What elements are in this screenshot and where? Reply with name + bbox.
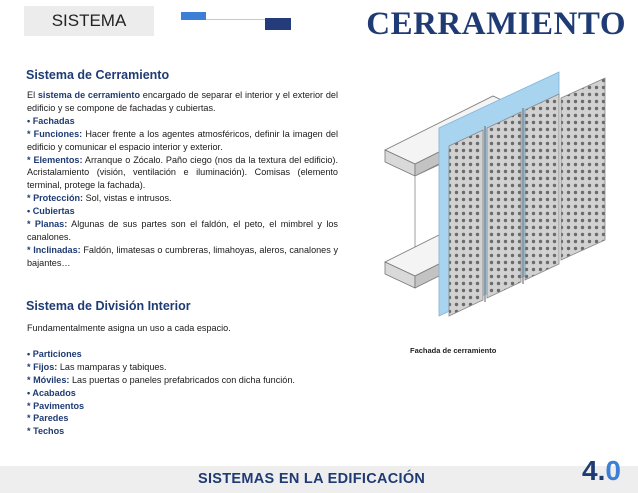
- perforated-panel-4: [561, 78, 605, 260]
- inclinadas-label: * Inclinadas:: [27, 244, 81, 255]
- funciones-label: * Funciones:: [27, 128, 83, 139]
- perforated-panel-2: [487, 112, 521, 298]
- elementos-text: Arranque o Zócalo. Paño ciego (nos da la textura del edificio). Acristalamiento (visión, ventilación e iluminación). Comisas (elemento terminal, protege la fachada).: [27, 154, 338, 191]
- intro-text-b: encargado de separar el interior y el exterior del edificio y se compone de fachadas y cubiertas.: [27, 90, 338, 113]
- footer-version-major: 4.: [582, 455, 606, 486]
- elementos-label: * Elementos:: [27, 154, 83, 165]
- bullet-acabados: • Acabados: [27, 387, 76, 398]
- planas-line: [27, 218, 338, 244]
- funciones-text: Hacer frente a los agentes atmosféricos, definir la imagen del edificio y comunicar el espacio interior y exterior.: [27, 128, 338, 152]
- perforated-panel-3: [525, 94, 559, 280]
- spacer: [27, 335, 338, 348]
- intro-paragraph: [27, 89, 338, 115]
- perforated-panel-1: [449, 130, 483, 316]
- fijos-label: * Fijos:: [27, 361, 58, 372]
- elementos-line: [27, 154, 338, 193]
- footer-title: SISTEMAS EN LA EDIFICACIÓN: [198, 471, 426, 487]
- funciones-line: [27, 128, 338, 154]
- fijos-text: Las mamparas y tabiques.: [57, 361, 167, 372]
- intro-bold: sistema de cerramiento: [37, 90, 140, 100]
- techos-line: * Techos: [27, 426, 65, 437]
- figure-caption: Fachada de cerramiento: [410, 346, 497, 355]
- bullet-cubiertas: • Cubiertas: [27, 206, 75, 217]
- decor-square-dark: [265, 18, 291, 30]
- moviles-label: * Móviles:: [27, 374, 70, 385]
- proteccion-line: [27, 192, 338, 205]
- section-tag: SISTEMA: [24, 6, 154, 36]
- division-text: [27, 322, 338, 438]
- section-title-division: Sistema de División Interior: [26, 299, 191, 313]
- intro-text-a: El: [27, 90, 38, 100]
- division-intro: Fundamentalmente asigna un uso a cada espacio.: [27, 323, 231, 333]
- cerramiento-text: [27, 89, 338, 270]
- paredes-line: * Paredes: [27, 413, 69, 424]
- inclinadas-line: [27, 244, 338, 270]
- page-title: CERRAMIENTO: [366, 6, 626, 42]
- facade-illustration: [383, 70, 613, 345]
- proteccion-label: * Protección:: [27, 193, 84, 204]
- bullet-particiones: • Particiones: [27, 348, 82, 359]
- fijos-line: [27, 361, 338, 374]
- bullet-fachadas: • Fachadas: [27, 115, 75, 126]
- footer-version-minor: 0: [605, 455, 621, 486]
- proteccion-text: Sol, vistas e intrusos.: [83, 193, 172, 204]
- section-title-cerramiento: Sistema de Cerramiento: [26, 68, 170, 82]
- decor-square-light: [181, 12, 206, 20]
- decor-line: [206, 19, 266, 20]
- planas-text: Algunas de sus partes son el faldón, el peto, el mimbrel y los canalones.: [27, 219, 338, 242]
- inclinadas-text: Faldón, limatesas o cumbreras, limahoyas, aleros, canalones y bajantes…: [27, 244, 338, 268]
- planas-label: * Planas:: [27, 219, 68, 230]
- moviles-line: [27, 374, 338, 387]
- footer-version: [582, 455, 621, 487]
- moviles-text: Las puertas o paneles prefabricados con dicha función.: [69, 374, 295, 385]
- pavimentos-line: * Pavimentos: [27, 400, 85, 411]
